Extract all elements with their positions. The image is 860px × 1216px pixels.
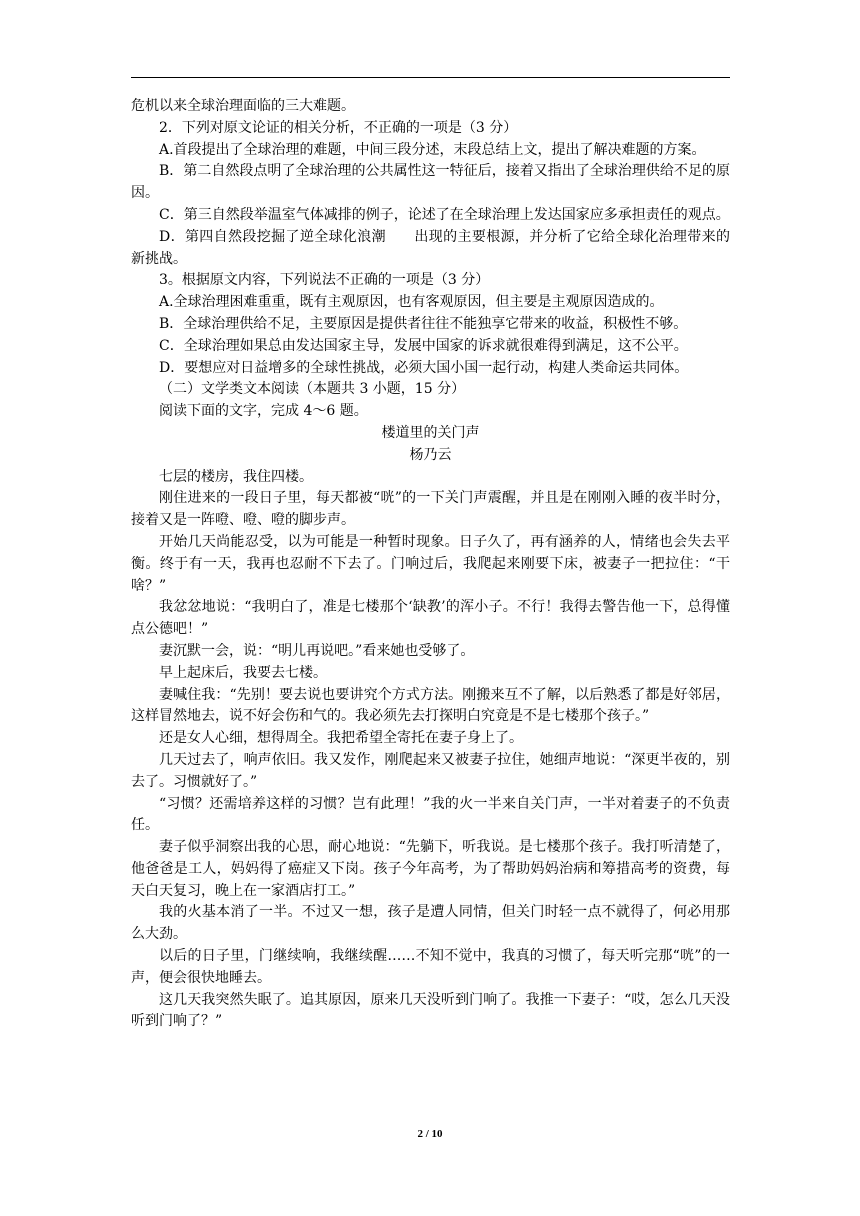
- header-rule: [131, 77, 730, 78]
- q3-stem: 3。根据原文内容，下列说法不正确的一项是（3 分）: [159, 272, 490, 289]
- story-paragraph: 我的火基本消了一半。不过又一想，孩子是遭人同情，但关门时轻一点不就得了，何必用那么大劲。: [131, 904, 730, 943]
- story-paragraph: 以后的日子里，门继续响，我继续醒……不知不觉中，我真的习惯了，每天听完那“咣”的一声，便会很快地睡去。: [131, 948, 730, 986]
- story-paragraph: 七层的楼房，我住四楼。: [159, 468, 313, 485]
- question-2: [131, 118, 730, 271]
- question-3: [131, 270, 730, 379]
- story-author: 杨乃云: [409, 446, 452, 463]
- q2-option-b: B．第二自然段点明了全球治理的公共属性这一特征后，接着又指出了全球治理供给不足的原因。: [131, 163, 730, 202]
- reading-instruction: 阅读下面的文字，完成 4～6 题。: [159, 403, 368, 420]
- story-paragraph: 妻沉默一会，说：“明儿再说吧。”看来她也受够了。: [159, 642, 475, 659]
- q3-option-c: C．全球治理如果总由发达国家主导，发展中国家的诉求就很难得到满足，这不公平。: [159, 337, 688, 354]
- story-paragraph: 还是女人心细，想得周全。我把希望全寄托在妻子身上了。: [159, 730, 523, 747]
- story-paragraph: “习惯？还需培养这样的习惯？岂有此理！”我的火一半来自关门声，一半对着妻子的不负责任。: [131, 795, 730, 834]
- story-paragraph: 早上起床后，我要去七楼。: [159, 664, 327, 681]
- story-title: 楼道里的关门声: [381, 424, 480, 441]
- q3-option-d: D．要想应对日益增多的全球性挑战，必须大国小国一起行动，构建人类命运共同体。: [159, 359, 689, 376]
- q2-option-a: A.首段提出了全球治理的难题，中间三段分述，末段总结上文，提出了解决难题的方案。: [159, 141, 706, 158]
- q2-stem: 2．下列对原文论证的相关分析，不正确的一项是（3 分）: [159, 119, 518, 136]
- story-body: [131, 467, 730, 1034]
- story-paragraph: 开始几天尚能忍受，以为可能是一种暂时现象。日子久了，再有涵养的人，情绪也会失去平衡。终于有一天，我再也忍耐不下去了。门响过后，我爬起来刚要下床，被妻子一把拉住：“干啥？”: [131, 533, 730, 594]
- q2-option-c: C．第三自然段举温室气体减排的例子，论述了在全球治理上发达国家应多承担责任的观点。: [159, 206, 730, 223]
- document-body: [131, 96, 730, 1033]
- page-number: 2 / 10: [417, 1128, 443, 1140]
- page-total: 10: [431, 1128, 443, 1140]
- story-paragraph: 妻喊住我：“先别！要去说也要讲究个方式方法。刚搬来互不了解，以后熟悉了都是好邻居，这样冒然地去，说不好会伤和气的。我必须先去打探明白究竟是不是七楼那个孩子。”: [131, 686, 730, 725]
- story-paragraph: 我忿忿地说：“我明白了，准是七楼那个‘缺教’的浑小子。不行！我得去警告他一下，总得懂点公德吧！”: [131, 599, 730, 638]
- page-current: 2: [417, 1128, 423, 1140]
- q2-option-d: [131, 227, 730, 271]
- story-paragraph: 妻子似乎洞察出我的心思，耐心地说：“先躺下，听我说。是七楼那个孩子。我打听清楚了，他爸爸是工人，妈妈得了癌症又下岗。孩子今年高考，为了帮助妈妈治病和筹措高考的资费，每天白天复习，晚上在一家酒店打工。”: [131, 839, 730, 899]
- q3-option-a: A.全球治理困难重重，既有主观原因，也有客观原因，但主要是主观原因造成的。: [159, 294, 664, 311]
- section-heading: （二）文学类文本阅读（本题共 3 小题，15 分）: [159, 381, 466, 398]
- q1-tail-text: 危机以来全球治理面临的三大难题。: [131, 98, 355, 114]
- q3-option-b: B．全球治理供给不足，主要原因是提供者往往不能独享它带来的收益，积极性不够。: [159, 315, 688, 332]
- story-paragraph: 这几天我突然失眠了。追其原因，原来几天没听到门响了。我推一下妻子：“哎，怎么几天没听到门响了？”: [131, 991, 730, 1030]
- story-paragraph: 几天过去了，响声依旧。我又发作，刚爬起来又被妻子拉住，她细声地说：“深更半夜的，别去了。习惯就好了。”: [131, 751, 730, 790]
- story-paragraph: 刚住进来的一段日子里，每天都被“咣”的一下关门声震醒，并且是在刚刚入睡的夜半时分，接着又是一阵噔、噔、噔的脚步声。: [131, 490, 730, 529]
- q2-option-d-part1: D．第四自然段挖掘了逆全球化浪潮: [159, 228, 387, 245]
- q2-option-d-part2: 出现的主要根源，并分析了它给全球化治理带来的新挑战。: [131, 228, 730, 267]
